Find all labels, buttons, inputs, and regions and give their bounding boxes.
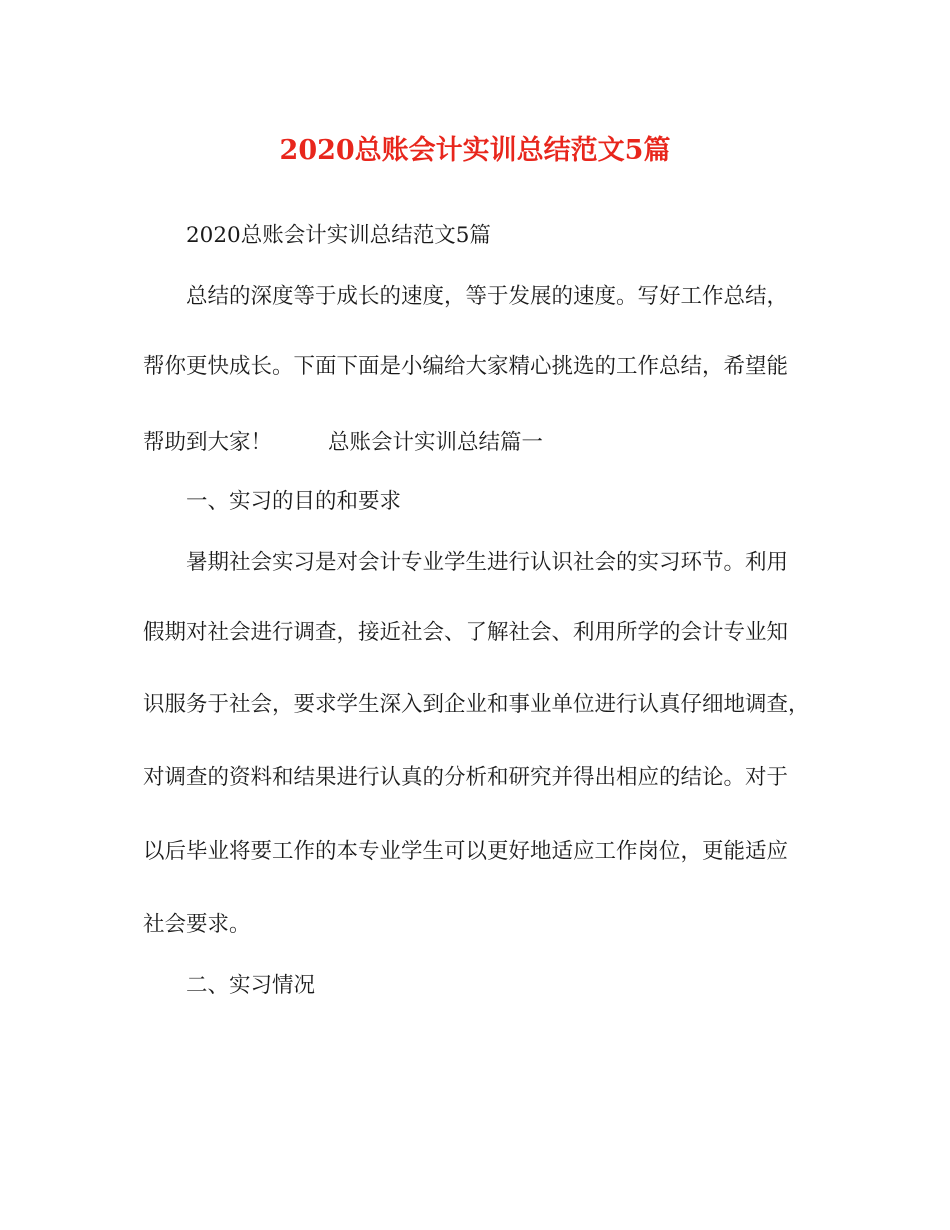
subtitle-line: 2020总账会计实训总结范文5篇 (186, 223, 491, 248)
section-heading: 一、实习的目的和要求 (186, 489, 402, 514)
paragraph-line: 暑期社会实习是对会计专业学生进行认识社会的实习环节。利用 (186, 550, 789, 575)
paragraph-line: 以后毕业将要工作的本专业学生可以更好地适应工作岗位，更能适应 (143, 839, 789, 864)
section-heading-1: 总账会计实训总结篇一 (328, 430, 544, 455)
paragraph-line: 对调查的资料和结果进行认真的分析和研究并得出相应的结论。对于 (143, 765, 789, 790)
paragraph-line (143, 428, 543, 458)
paragraph-line: 帮你更快成长。下面下面是小编给大家精心挑选的工作总结，希望能 (143, 354, 789, 379)
document-title: 2020总账会计实训总结范文5篇 (279, 135, 671, 166)
paragraph-line: 假期对社会进行调查，接近社会、了解社会、利用所学的会计专业知 (143, 620, 789, 645)
paragraph-line: 社会要求。 (143, 912, 251, 937)
paragraph-line-end: 帮助到大家！ (143, 430, 273, 455)
paragraph-line: 识服务于社会，要求学生深入到企业和事业单位进行认真仔细地调查， (143, 692, 810, 717)
section-heading: 二、实习情况 (186, 973, 316, 998)
paragraph-line: 总结的深度等于成长的速度，等于发展的速度。写好工作总结， (186, 284, 789, 309)
